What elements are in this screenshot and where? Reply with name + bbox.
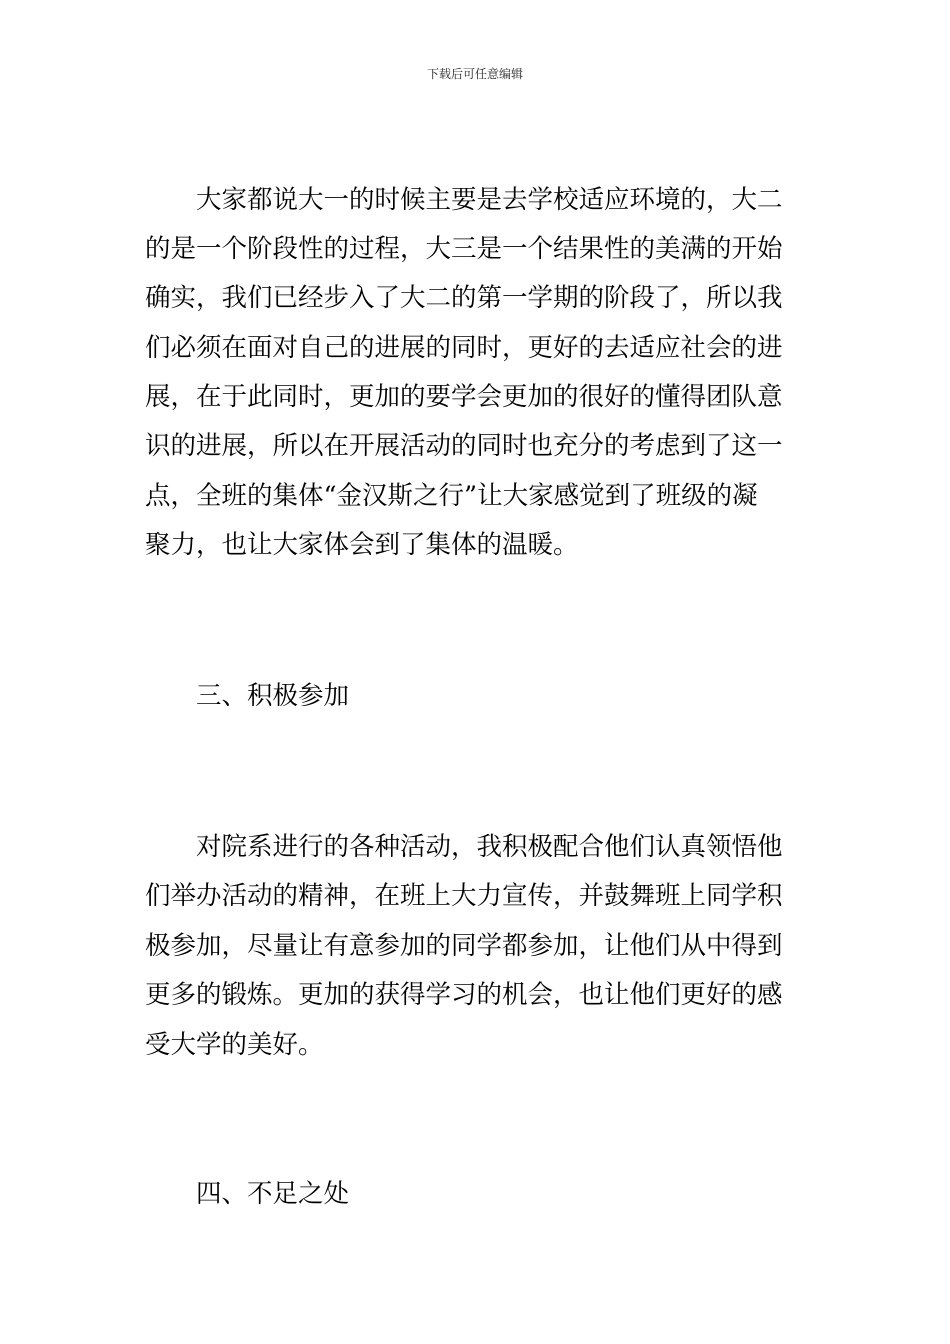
paragraph-line: 们举办活动的精神，在班上大力宣传，并鼓舞班上同学积 xyxy=(145,881,783,911)
paragraph-line: 识的进展，所以在开展活动的同时也充分的考虑到了这一 xyxy=(145,431,783,461)
paragraph-line: 们必须在面对自己的进展的同时，更好的去适应社会的进 xyxy=(145,333,783,363)
paragraph-line: 聚力，也让大家体会到了集体的温暖。 xyxy=(145,530,579,560)
paragraph-line: 极参加，尽量让有意参加的同学都参加，让他们从中得到 xyxy=(145,931,783,961)
paragraph-line: 确实，我们已经步入了大二的第一学期的阶段了，所以我 xyxy=(145,283,783,313)
section-heading-3: 三、积极参加 xyxy=(196,681,350,711)
section-heading-4: 四、不足之处 xyxy=(196,1179,350,1209)
paragraph-line: 点，全班的集体“金汉斯之行”让大家感觉到了班级的凝 xyxy=(145,481,758,511)
paragraph-line: 的是一个阶段性的过程，大三是一个结果性的美满的开始 xyxy=(145,234,783,264)
header-note: 下载后可任意编辑 xyxy=(426,67,523,81)
paragraph-line: 展，在于此同时，更加的要学会更加的很好的懂得团队意 xyxy=(145,382,783,412)
paragraph-line: 受大学的美好。 xyxy=(145,1030,324,1060)
paragraph-line: 更多的锻炼。更加的获得学习的机会，也让他们更好的感 xyxy=(145,980,783,1010)
paragraph-line: 大家都说大一的时候主要是去学校适应环境的，大二 xyxy=(196,185,783,215)
paragraph-line: 对院系进行的各种活动，我积极配合他们认真领悟他 xyxy=(196,832,783,862)
